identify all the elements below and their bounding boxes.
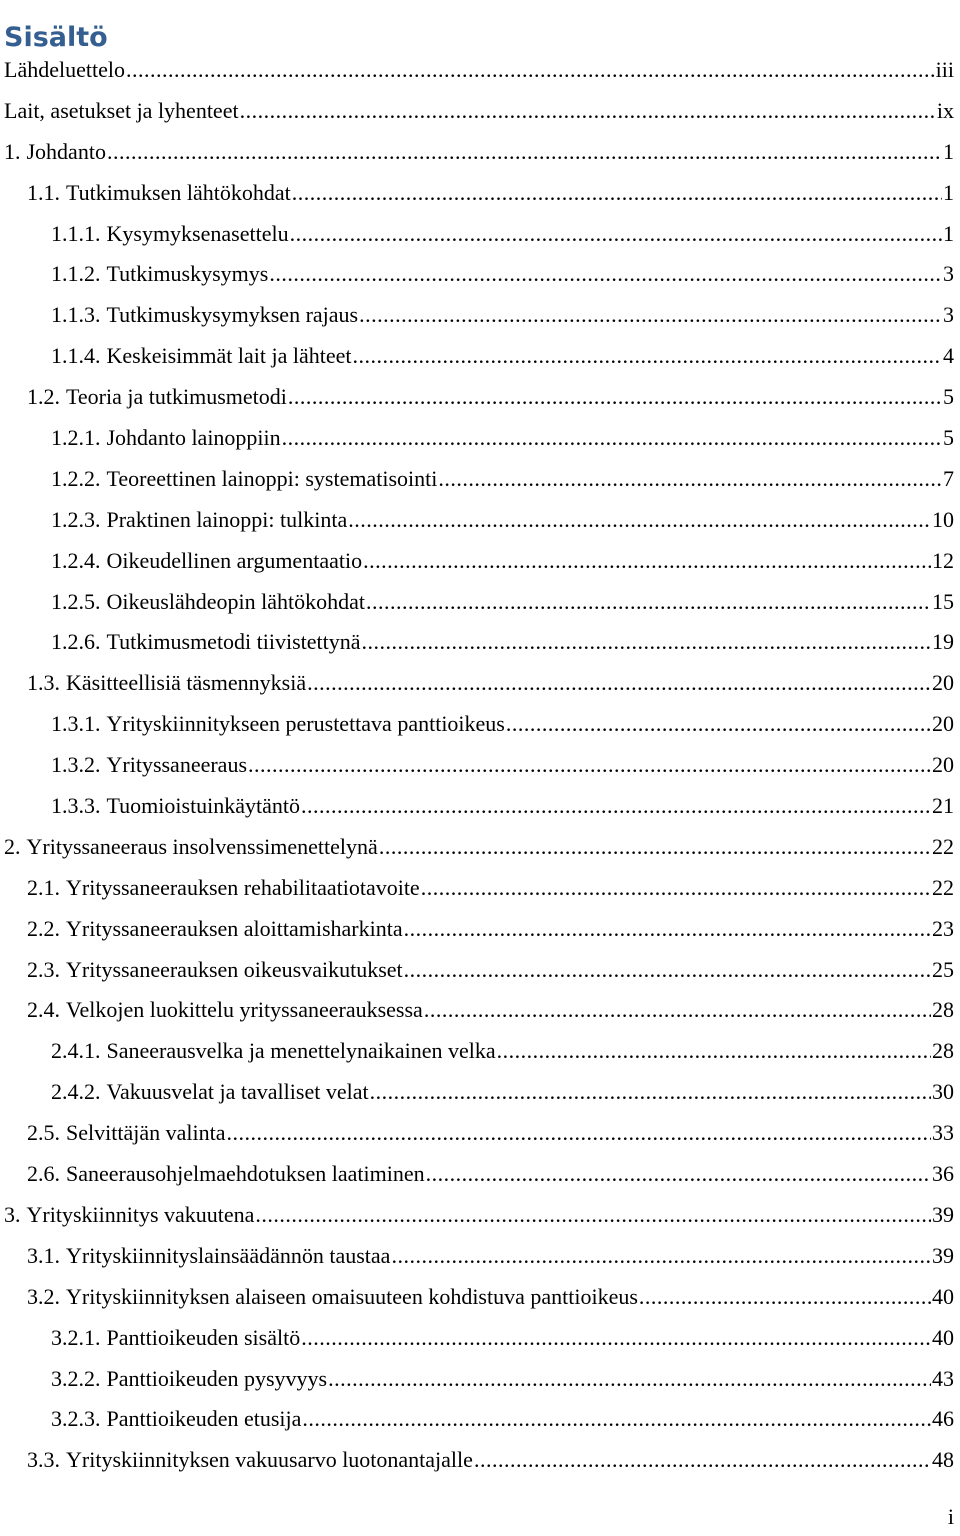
toc-dot-leader: [404, 909, 931, 950]
toc-entry-text: Velkojen luokittelu yrityssaneerauksessa: [66, 997, 423, 1023]
toc-dot-leader: [370, 1072, 931, 1113]
toc-entry[interactable]: [0, 295, 960, 336]
toc-entry-title: [27, 868, 420, 909]
toc-entry-page: 30: [932, 1079, 954, 1105]
toc-entry-page: 5: [943, 384, 954, 410]
toc-entry-number: 2.4.1.: [51, 1038, 101, 1064]
toc-entry-page: 33: [932, 1120, 954, 1146]
toc-entry-page: 22: [932, 874, 954, 900]
toc-entry[interactable]: [0, 418, 960, 459]
toc-entry-text: Panttioikeuden pysyvyys: [106, 1365, 328, 1391]
toc-entry-title: [27, 909, 403, 950]
toc-entry-page: 48: [932, 1447, 954, 1473]
toc-dot-leader: [404, 950, 931, 991]
toc-entry-number: 3.2.: [27, 1283, 60, 1309]
toc-entry-text: Vakuusvelat ja tavalliset velat: [106, 1079, 369, 1105]
toc-dot-leader: [424, 990, 931, 1031]
toc-entry[interactable]: [0, 827, 960, 868]
toc-dot-leader: [307, 663, 931, 704]
toc-entry-title: [51, 418, 281, 459]
toc-entry-number: 2.: [4, 833, 21, 859]
toc-dot-leader: [426, 1154, 931, 1195]
toc-entry-text: Saneerausohjelmaehdotuksen laatiminen: [66, 1161, 425, 1187]
toc-dot-leader: [290, 214, 942, 255]
toc-entry-text: Yrityssaneerauksen aloittamisharkinta: [66, 915, 403, 941]
toc-entry-page: 19: [932, 629, 954, 655]
toc-entry-number: 2.5.: [27, 1120, 60, 1146]
toc-entry-text: Oikeudellinen argumentaatio: [106, 547, 363, 573]
toc-entry-text: Lait, asetukset ja lyhenteet: [4, 97, 239, 123]
toc-entry-text: Oikeuslähdeopin lähtökohdat: [106, 588, 365, 614]
toc-entry-page: 28: [932, 1038, 954, 1064]
toc-entry-title: [51, 786, 300, 827]
toc-dot-leader: [126, 50, 935, 91]
toc-entry[interactable]: [0, 1318, 960, 1359]
toc-entry[interactable]: [0, 1236, 960, 1277]
toc-entry-title: [27, 990, 423, 1031]
toc-entry-page: 21: [932, 793, 954, 819]
toc-entry-text: Yrityssaneeraus insolvenssimenettelynä: [26, 833, 378, 859]
toc-entry[interactable]: [0, 1031, 960, 1072]
toc-entry-text: Keskeisimmät lait ja lähteet: [106, 343, 352, 369]
toc-entry[interactable]: [0, 173, 960, 214]
toc-entry[interactable]: [0, 214, 960, 255]
toc-entry[interactable]: [0, 622, 960, 663]
toc-entry-text: Yrityssaneeraus: [106, 752, 248, 778]
toc-entry-page: 15: [932, 588, 954, 614]
toc-dot-leader: [248, 745, 931, 786]
toc-entry-page: 39: [932, 1201, 954, 1227]
toc-dot-leader: [438, 459, 942, 500]
toc-entry[interactable]: [0, 50, 960, 91]
toc-entry-text: Kysymyksenasettelu: [106, 220, 289, 246]
toc-entry-text: Saneerausvelka ja menettelynaikainen velka: [106, 1038, 496, 1064]
toc-entry-title: [51, 500, 347, 541]
toc-entry-title: [51, 1359, 327, 1400]
toc-entry-page: ix: [936, 97, 954, 123]
toc-dot-leader: [328, 1359, 931, 1400]
toc-entry[interactable]: [0, 459, 960, 500]
toc-entry-number: 1.1.: [27, 179, 60, 205]
toc-entry-page: iii: [935, 57, 954, 82]
toc-entry-title: [4, 1195, 254, 1236]
toc-dot-leader: [348, 500, 931, 541]
toc-entry[interactable]: [0, 1113, 960, 1154]
toc-entry-number: 1.3.2.: [51, 752, 101, 778]
toc-entry-number: 1.3.: [27, 670, 60, 696]
toc-dot-leader: [107, 132, 942, 173]
toc-entry-title: [51, 295, 358, 336]
toc-entry-text: Johdanto: [26, 138, 106, 164]
toc-entry[interactable]: [0, 663, 960, 704]
toc-entry[interactable]: [0, 950, 960, 991]
toc-dot-leader: [639, 1277, 931, 1318]
toc-dot-leader: [497, 1031, 931, 1072]
toc-entry-title: [27, 1440, 473, 1481]
toc-entry-text: Yrityskiinnitykseen perustettava panttioikeus: [106, 711, 505, 737]
toc-dot-leader: [421, 868, 931, 909]
toc-entry-page: 7: [943, 465, 954, 491]
toc-entry-text: Yrityssaneerauksen oikeusvaikutukset: [66, 956, 403, 982]
toc-entry-page: 5: [943, 425, 954, 451]
toc-entry-page: 36: [932, 1161, 954, 1187]
toc-entry-text: Teoria ja tutkimusmetodi: [66, 384, 287, 410]
toc-entry[interactable]: [0, 336, 960, 377]
toc-entry-title: [4, 827, 378, 868]
toc-entry-number: 1.3.3.: [51, 793, 101, 819]
toc-entry-number: 2.4.2.: [51, 1079, 101, 1105]
toc-entry-text: Tutkimuksen lähtökohdat: [66, 179, 291, 205]
toc-entry-number: 1.1.1.: [51, 220, 101, 246]
toc-entry-page: 23: [932, 915, 954, 941]
toc-entry-title: [27, 377, 287, 418]
toc-entry-text: Yrityskiinnityslainsäädännön taustaa: [66, 1242, 391, 1268]
toc-entry-page: 3: [943, 302, 954, 328]
toc-entry-title: [27, 663, 306, 704]
toc-entry-title: [51, 1318, 300, 1359]
toc-entry-title: [27, 1154, 425, 1195]
toc-entry-number: 1.1.2.: [51, 261, 101, 287]
toc-dot-leader: [292, 173, 942, 214]
toc-entry[interactable]: [0, 500, 960, 541]
toc-entry-number: 2.6.: [27, 1161, 60, 1187]
toc-entry[interactable]: [0, 1359, 960, 1400]
toc-dot-leader: [506, 704, 931, 745]
toc-entry[interactable]: [0, 254, 960, 295]
toc-entry[interactable]: [0, 541, 960, 582]
toc-entry[interactable]: [0, 132, 960, 173]
toc-entry[interactable]: [0, 582, 960, 623]
toc-entry-title: [51, 582, 365, 623]
toc-dot-leader: [379, 827, 931, 868]
toc-entry-text: Panttioikeuden sisältö: [106, 1324, 301, 1350]
page-number: i: [947, 1504, 954, 1529]
toc-entry-title: [51, 704, 505, 745]
toc-entry-number: 2.3.: [27, 956, 60, 982]
toc-entry[interactable]: [0, 1277, 960, 1318]
toc-entry[interactable]: [0, 377, 960, 418]
toc-dot-leader: [366, 582, 931, 623]
toc-entry-text: Tutkimuskysymyksen rajaus: [106, 302, 359, 328]
toc-entry-number: 1.2.: [27, 384, 60, 410]
toc-entry-page: 40: [932, 1283, 954, 1309]
toc-entry[interactable]: [0, 1399, 960, 1440]
toc-entry-page: 43: [932, 1365, 954, 1391]
toc-dot-leader: [255, 1195, 931, 1236]
toc-dot-leader: [301, 786, 931, 827]
toc-entry[interactable]: [0, 704, 960, 745]
toc-entry-title: [51, 214, 289, 255]
toc-entry-page: 1: [943, 179, 954, 205]
toc-entry-page: 28: [932, 997, 954, 1023]
toc-entry-number: 1.1.3.: [51, 302, 101, 328]
toc-entry-title: [51, 622, 361, 663]
toc-entry-title: [27, 950, 403, 991]
toc-entry[interactable]: [0, 1154, 960, 1195]
page-title: Sisältö: [4, 22, 108, 54]
toc-entry-text: Yrityskiinnitys vakuutena: [26, 1201, 255, 1227]
toc-entry-title: [51, 745, 247, 786]
toc-entry-title: [27, 1113, 225, 1154]
toc-entry[interactable]: [0, 868, 960, 909]
toc-entry[interactable]: [0, 909, 960, 950]
toc-entry-page: 10: [932, 506, 954, 532]
toc-entry-page: 46: [932, 1406, 954, 1432]
toc-entry-title: [27, 1236, 390, 1277]
toc-entry-page: 20: [932, 752, 954, 778]
toc-entry-page: 25: [932, 956, 954, 982]
toc-entry-text: Lähdeluettelo: [4, 57, 125, 82]
toc-entry[interactable]: [0, 1440, 960, 1481]
toc-entry-text: Teoreettinen lainoppi: systematisointi: [106, 465, 438, 491]
toc-entry[interactable]: [0, 1072, 960, 1113]
toc-entry-page: 20: [932, 670, 954, 696]
toc-entry-text: Yrityskiinnityksen vakuusarvo luotonantajalle: [66, 1447, 473, 1473]
toc-entry-title: [4, 50, 125, 91]
toc-dot-leader: [362, 622, 931, 663]
toc-entry-text: Tutkimusmetodi tiivistettynä: [106, 629, 361, 655]
toc-entry-text: Johdanto lainoppiin: [106, 425, 281, 451]
toc-entry-title: [51, 1072, 369, 1113]
toc-dot-leader: [226, 1113, 931, 1154]
toc-entry-text: Yrityskiinnityksen alaiseen omaisuuteen kohdistuva panttioikeus: [66, 1283, 638, 1309]
toc-entry-number: 2.4.: [27, 997, 60, 1023]
toc-entry-page: 12: [932, 547, 954, 573]
toc-entry-title: [51, 1399, 301, 1440]
toc-entry-number: 3.2.1.: [51, 1324, 101, 1350]
toc-entry-title: [51, 336, 351, 377]
toc-entry-page: 3: [943, 261, 954, 287]
toc-entry-number: 1.: [4, 138, 21, 164]
toc-dot-leader: [282, 418, 942, 459]
toc-entry-title: [4, 132, 106, 173]
toc-entry-title: [4, 91, 239, 132]
toc-entry-text: Praktinen lainoppi: tulkinta: [106, 506, 348, 532]
toc-entry-title: [27, 1277, 638, 1318]
toc-entry-text: Tuomioistuinkäytäntö: [106, 793, 301, 819]
toc-entry-text: Tutkimuskysymys: [106, 261, 269, 287]
toc-entry-number: 2.1.: [27, 874, 60, 900]
toc-entry-page: 22: [932, 833, 954, 859]
toc-entry-page: 20: [932, 711, 954, 737]
toc-entry-text: Yrityssaneerauksen rehabilitaatiotavoite: [66, 874, 420, 900]
toc-entry-number: 1.2.5.: [51, 588, 101, 614]
toc-entry[interactable]: [0, 1195, 960, 1236]
toc-entry-number: 1.3.1.: [51, 711, 101, 737]
toc-entry-number: 3.2.3.: [51, 1406, 101, 1432]
toc-dot-leader: [391, 1236, 931, 1277]
toc-entry-text: Käsitteellisiä täsmennyksiä: [66, 670, 307, 696]
toc-entry-title: [27, 173, 291, 214]
toc-entry[interactable]: [0, 990, 960, 1031]
toc-entry-page: 39: [932, 1242, 954, 1268]
toc-dot-leader: [288, 377, 942, 418]
toc-entry-number: 3.: [4, 1201, 21, 1227]
toc-entry-page: 1: [943, 138, 954, 164]
toc-entry[interactable]: [0, 786, 960, 827]
toc-dot-leader: [269, 254, 942, 295]
toc-entry-number: 1.2.6.: [51, 629, 101, 655]
toc-entry-page: 4: [943, 343, 954, 369]
toc-entry-number: 1.2.3.: [51, 506, 101, 532]
toc-entry-number: 3.3.: [27, 1447, 60, 1473]
toc-entry-number: 3.2.2.: [51, 1365, 101, 1391]
toc-entry-text: Selvittäjän valinta: [66, 1120, 226, 1146]
toc-entry-number: 1.1.4.: [51, 343, 101, 369]
toc-dot-leader: [302, 1399, 931, 1440]
toc-entry-number: 1.2.4.: [51, 547, 101, 573]
toc-dot-leader: [240, 91, 936, 132]
toc-entry-number: 1.2.1.: [51, 425, 101, 451]
toc-entry-title: [51, 541, 362, 582]
toc-dot-leader: [352, 336, 942, 377]
toc-dot-leader: [474, 1440, 931, 1481]
toc-entry-page: 1: [943, 220, 954, 246]
toc-dot-leader: [301, 1318, 931, 1359]
toc-entry-page: 40: [932, 1324, 954, 1350]
toc-dot-leader: [363, 541, 931, 582]
toc-entry-number: 1.2.2.: [51, 465, 101, 491]
toc-entry-number: 3.1.: [27, 1242, 60, 1268]
toc-entry-number: 2.2.: [27, 915, 60, 941]
toc-entry[interactable]: [0, 745, 960, 786]
toc-entry-title: [51, 459, 437, 500]
toc-entry[interactable]: [0, 91, 960, 132]
toc-entry-title: [51, 1031, 496, 1072]
table-of-contents: [0, 50, 960, 1481]
toc-dot-leader: [359, 295, 942, 336]
toc-entry-title: [51, 254, 268, 295]
toc-entry-text: Panttioikeuden etusija: [106, 1406, 302, 1432]
